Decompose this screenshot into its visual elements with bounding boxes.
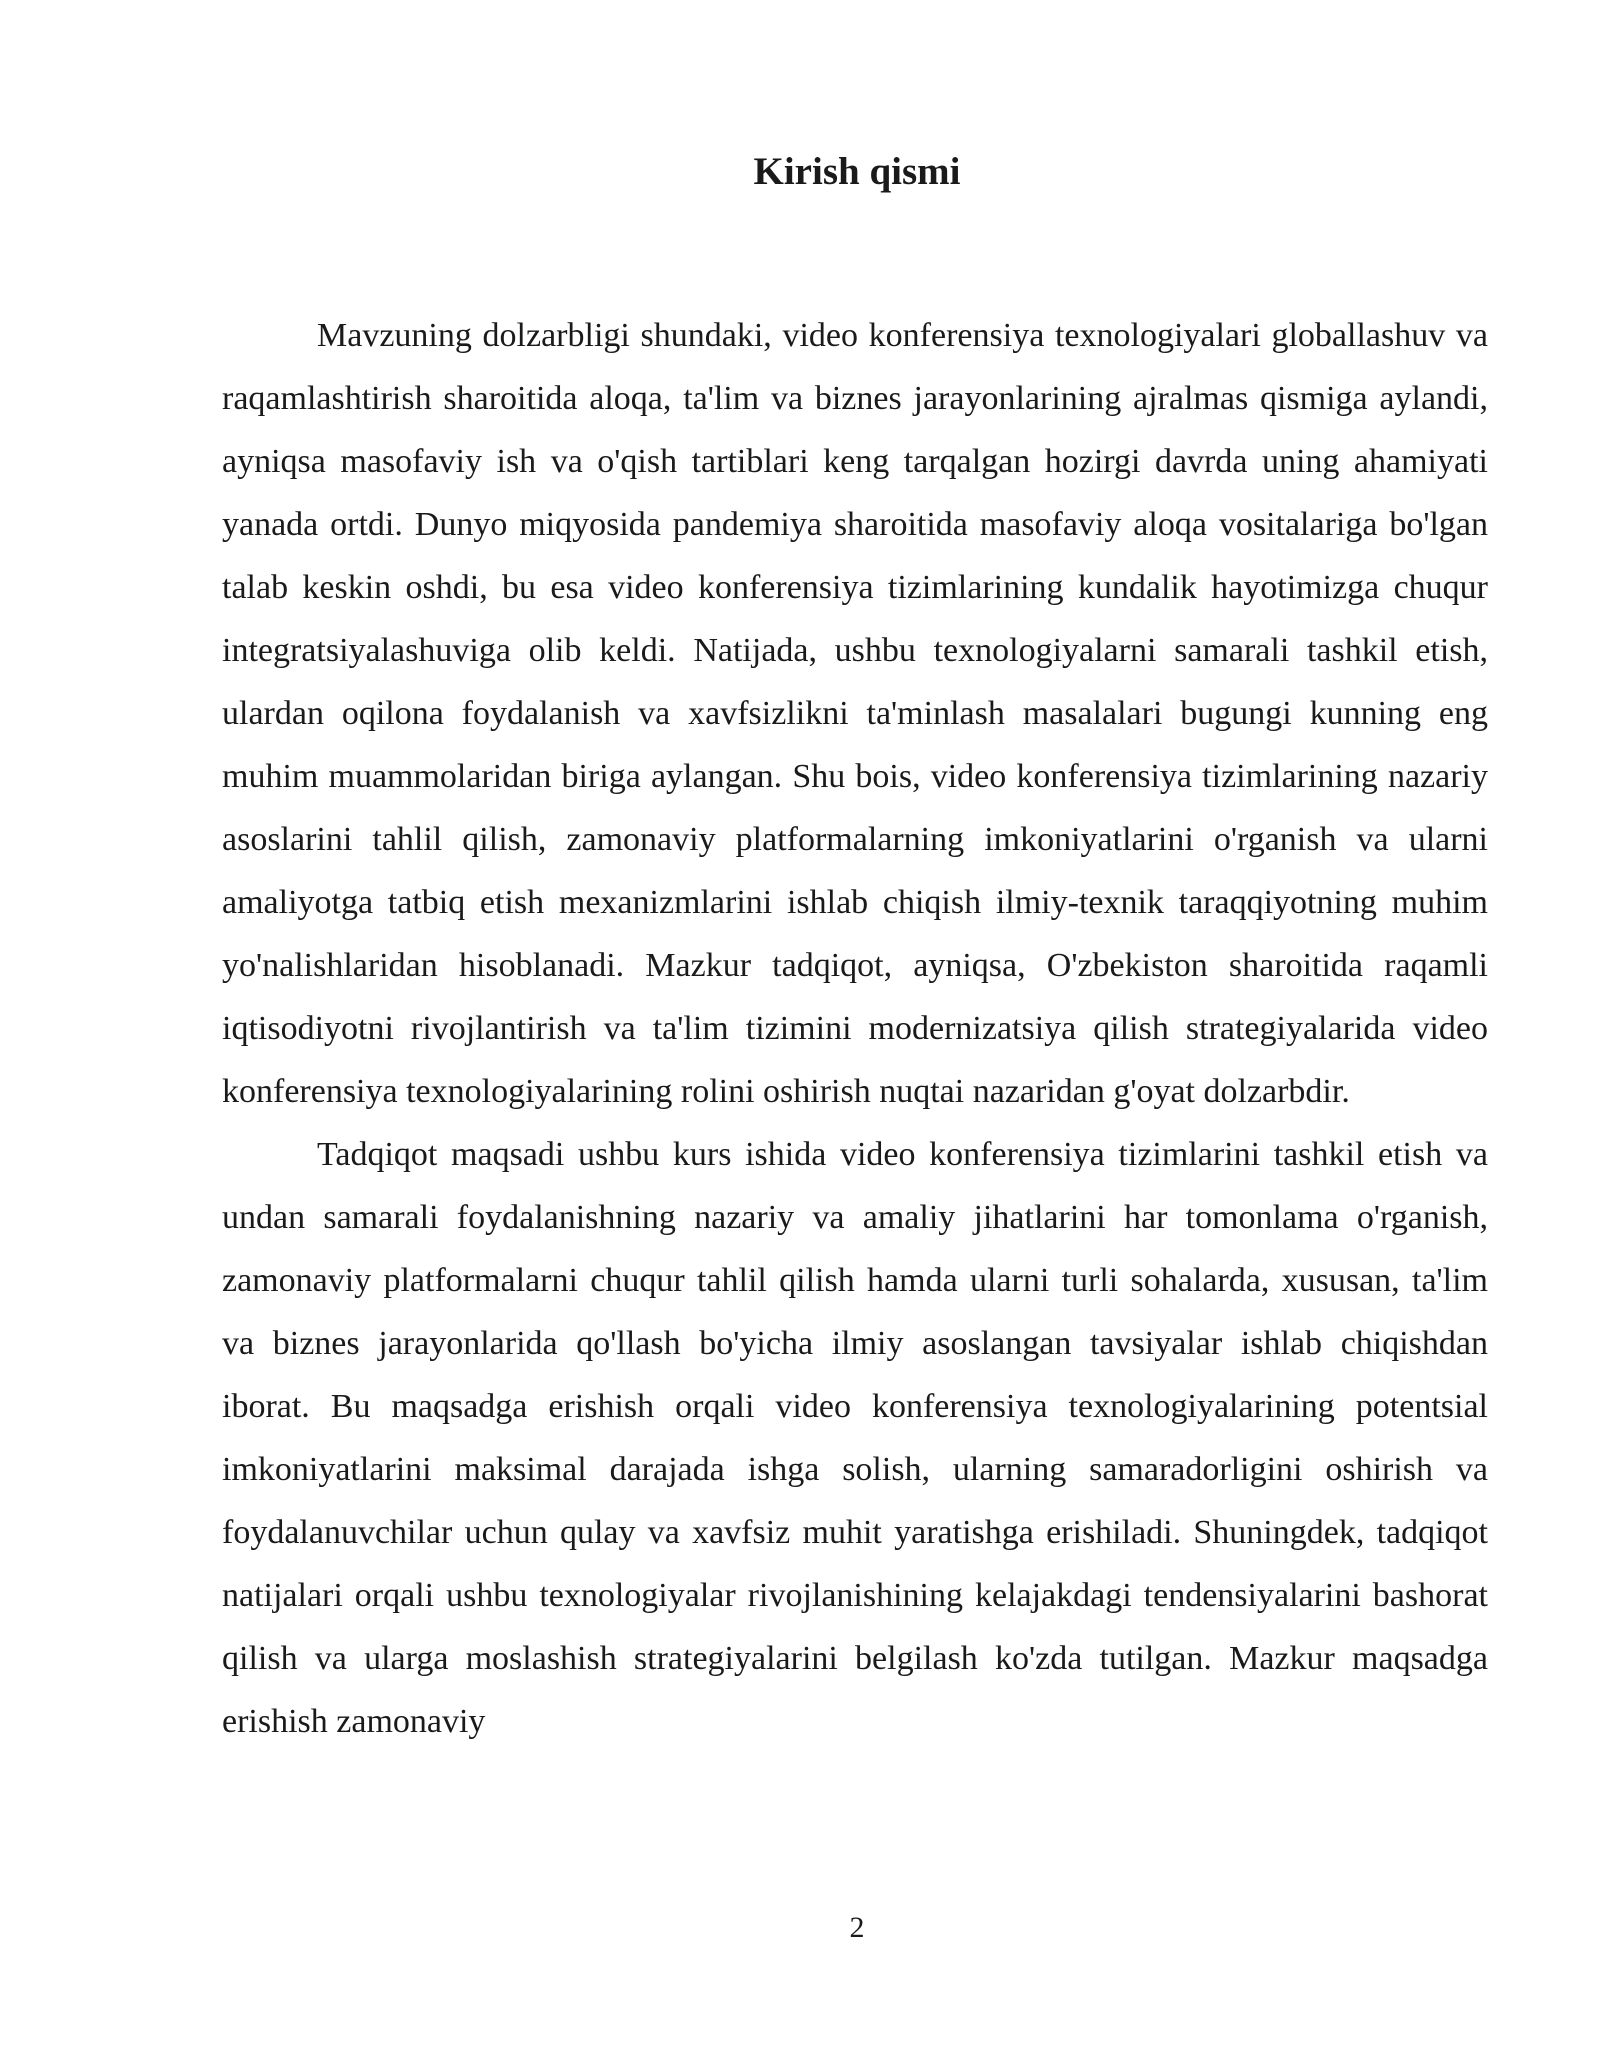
page-number: 2 [849, 1911, 865, 1944]
page-title: Kirish qismi [753, 150, 961, 193]
paragraph-relevance: Mavzuning dolzarbligi shundaki, video konferensiya texnologiyalari globallashuv va raqamlashtirish sharoitida aloqa, ta'lim va biznes jarayonlarining ajralmas qismiga aylandi, ayniqsa masofaviy ish va o'qish tartiblari keng tarqalgan hozirgi davrda uning ahamiyati yanada ortdi. Dunyo miqyosida pandemiya sharoitida masofaviy aloqa vositalariga bo'lgan talab keskin oshdi, bu esa video konferensiya tizimlarining kundalik hayotimizga chuqur integratsiyalashuviga olib keldi. Natijada, ushbu texnologiyalarni samarali tashkil etish, ulardan oqilona foydalanish va xavfsizlikni ta'minlash masalalari bugungi kunning eng muhim muammolaridan biriga aylangan. Shu bois, video konferensiya tizimlarining nazariy asoslarini tahlil qilish, zamonaviy platformalarning imkoniyatlarini o'rganish va ularni amaliyotga tatbiq etish mexanizmlarini ishlab chiqish ilmiy-texnik taraqqiyotning muhim yo'nalishlaridan hisoblanadi. Mazkur tadqiqot, ayniqsa, O'zbekiston sharoitida raqamli iqtisodiyotni rivojlantirish va ta'lim tizimini modernizatsiya qilish strategiyalarida video konferensiya texnologiyalarining rolini oshirish nuqtai nazaridan g'oyat dolzarbdir. [222, 317, 1488, 1110]
body-text [222, 304, 1488, 1753]
paragraph-research-goal: Tadqiqot maqsadi ushbu kurs ishida video konferensiya tizimlarini tashkil etish va undan samarali foydalanishning nazariy va amaliy jihatlarini har tomonlama o'rganish, zamonaviy platformalarni chuqur tahlil qilish hamda ularni turli sohalarda, xususan, ta'lim va biznes jarayonlarida qo'llash bo'yicha ilmiy asoslangan tavsiyalar ishlab chiqishdan iborat. Bu maqsadga erishish orqali video konferensiya texnologiyalarining potentsial imkoniyatlarini maksimal darajada ishga solish, ularning samaradorligini oshirish va foydalanuvchilar uchun qulay va xavfsiz muhit yaratishga erishiladi. Shuningdek, tadqiqot natijalari orqali ushbu texnologiyalar rivojlanishining kelajakdagi tendensiyalarini bashorat qilish va ularga moslashish strategiyalarini belgilash ko'zda tutilgan. Mazkur maqsadga erishish zamonaviy [222, 1136, 1488, 1740]
